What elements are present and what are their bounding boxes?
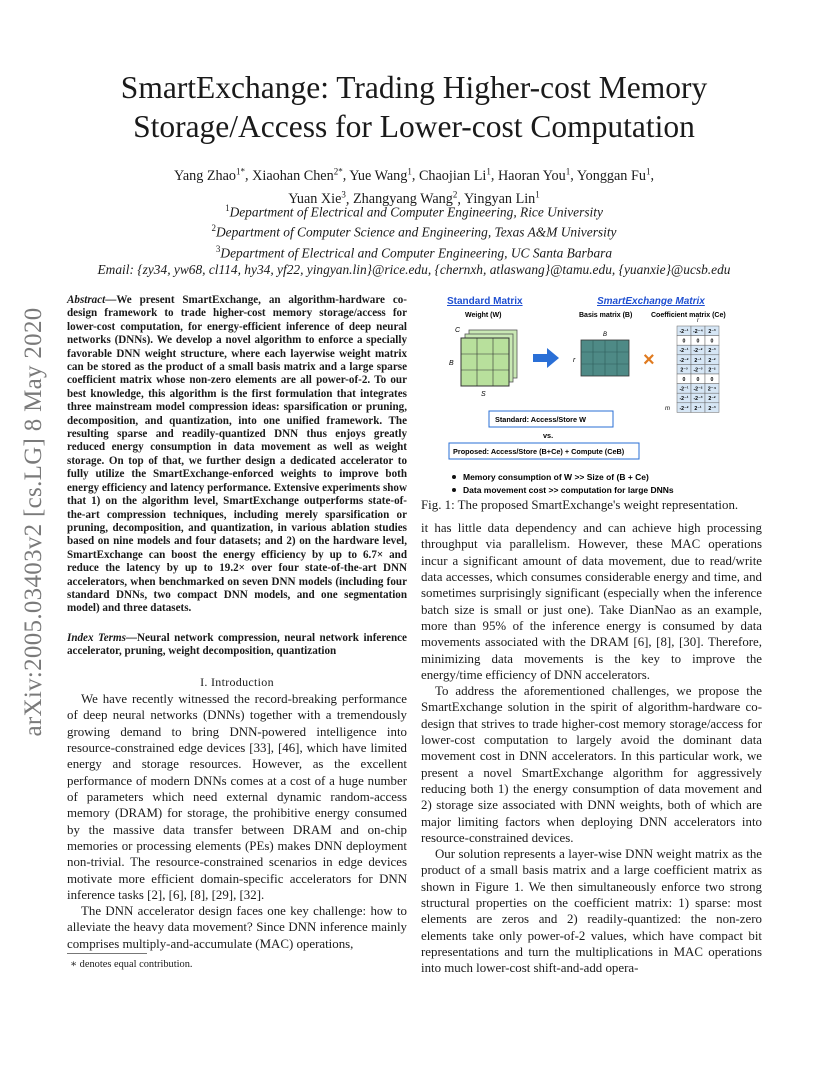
coefficient-value: 2⁻² (708, 396, 716, 403)
coefficient-value: -2⁻³ (693, 396, 703, 403)
dim-r-top: r (697, 318, 699, 324)
arxiv-identifier: arXiv:2005.03403v2 [cs.LG] 8 May 2020 (20, 307, 47, 737)
author-name: Yonggan Fu$^1$ (576, 166, 651, 184)
author-name: Haoran You$^1$ (497, 166, 571, 184)
right-paragraph-3: Our solution represents a layer-wise DNN weight matrix as the product of a small basis matrix and a large coefficient matrix as shown in Figure 1. We then simultaneously enforce two strong structural properties on the coefficient matrix: 1) sparse: most elements are zeros and 2) readily-quantized: the non-zero elements take only power-of-2 values, which have compact bit representations and turn the multiplications in MAC operations into much lower-cost shift-and-add opera- (421, 847, 762, 976)
arrow-icon (533, 348, 559, 368)
intro-paragraph-1: We have recently witnessed the record-breaking performance of deep neural networks (DNNs) together with a tremendously growing demand to bring DNN-powered intelligence into resource-constrained edge devices [33], [46], which have limited energy and storage resources. However, as the excellent performance of modern DNNs comes at a cost of a huge number of parameters which need external dynamic random-access memory (DRAM) for storage, the prohibitive energy consumed by the massive data transfer between DRAM and on-chip memories or processing elements (PEs) makes DNN deployment non-trivial. The resource-constrained scenarios in edge devices motivate more efficient domain-specific accelerators for DNN inference tasks [2], [6], [8], [29], [32]. (67, 692, 407, 903)
coefficient-value: -2⁻¹ (679, 386, 689, 393)
dim-m: m (665, 406, 670, 412)
author-name: Xiaohan Chen$^{2*}$ (252, 166, 343, 184)
dim-r: r (573, 357, 576, 364)
affiliation-line: $^3$Department of Electrical and Computer Engineering, UC Santa Barbara (215, 243, 613, 261)
coefficient-value: 0 (682, 338, 686, 345)
affiliation-line: $^2$Department of Computer Science and Engineering, Texas A&M University (211, 223, 617, 240)
section-heading-introduction: I. Introduction (200, 675, 274, 689)
affiliation-line: $^1$Department of Electrical and Computer Engineering, Rice University (225, 203, 603, 220)
coefficient-value: -2⁻² (679, 405, 689, 412)
dim-c: C (455, 327, 461, 334)
coefficient-value: -2⁻² (679, 357, 689, 364)
coefficient-value: 0 (710, 377, 714, 383)
footnote-divider (67, 953, 147, 954)
right-paragraph-2: To address the aforementioned challenges, we propose the SmartExchange solution in the spirit of algorithm-hardware co-design that strives to trade higher-cost memory storage/access for lower-cost computation to largely avoid the dominant data movement cost in DNN accelerators. In this particular work, we present a novel SmartExchange algorithm for aggressively reducing both 1) the energy consumption of data movement and 2) storage size associated with DNN weights, both of which are major limiting factors when deploying DNN accelerators into resource-constrained devices. (421, 684, 762, 846)
coefficient-value: 0 (696, 338, 700, 345)
standard-box-text: Standard: Access/Store W (495, 415, 586, 424)
coefficient-value: -2⁻¹ (679, 348, 689, 355)
coefficient-value: -2⁻¹ (679, 329, 689, 335)
vs-text: vs. (543, 431, 554, 440)
coefficient-value: 2⁻³ (708, 405, 716, 412)
times-icon: × (643, 349, 655, 371)
basis-matrix (581, 340, 629, 376)
author-list: Yang Zhao$^{1*}$, Xiaohan Chen$^{2*}$, Yue Wang$^1$, Chaojian Li$^1$, Haoran You$^1$, Yonggan Fu$^1$, Yuan Xie$^3$, Zhangyang Wang$^2$, Yingyan Lin$^1$ (174, 166, 654, 208)
abstract: Abstract—We present SmartExchange, an algorithm-hardware co-design framework to trade higher-cost memory storage/access for lower-cost computation, for energy-efficient inference of deep neural networks (DNNs). We develop a novel algorithm to enforce a specially favorable DNN weight structure, where each layerwise weight matrix can be stored as the product of a small basis matrix and a large sparse coefficient matrix whose non-zero elements are all power-of-2. To our best knowledge, this algorithm is the first formulation that integrates three mainstream model compression ideas: sparsification or pruning, decomposition, and quantization, into one unified framework. The resulting sparse and readily-quantized DNN thus enjoys greatly reduced energy consumption in data movement as well as weight storage. On top of that, we further design a dedicated accelerator to fully utilize the SmartExchange-enforced weights to improve both energy efficiency and latency performance. Extensive experiments show that 1) on the algorithm level, SmartExchange outperforms state-of-the-art compression techniques, including merely sparsification or pruning, decomposition, and quantization, in various ablation studies based on nine models and four datasets; and 2) on the hardware level, SmartExchange can boost the energy efficiency by up to 6.7× and reduce the latency by up to 19.2× over four state-of-the-art DNN accelerators, when benchmarked on seven DNN models (including four standard DNNs, two compact DNN models, and one segmentation model) and three datasets. (67, 294, 407, 615)
intro-paragraph-2: The DNN accelerator design faces one key challenge: how to alleviate the heavy data movement? Since DNN inference mainly comprises multiply-and-accumulate (MAC) operations, (67, 904, 407, 951)
dim-b: B (449, 360, 454, 367)
figure-caption: Fig. 1: The proposed SmartExchange's weight representation. (421, 498, 739, 512)
figure-bullet-1: Memory consumption of W >> Size of (B + Ce) (463, 472, 649, 482)
right-paragraph-1: it has little data dependency and can achieve high processing throughput via parallelism. However, these MAC operations incur a significant amount of data movement, due to read/write data accesses, which consumes considerable energy and time, and sometimes surprisingly significant (especially when the inference batch size is small or just one). Take DianNao as an example, more than 95% of the inference energy is consumed by data movements associated with the DRAM [6], [8], [30]. Therefore, minimizing data movements is the key to improve the energy/time efficiency of DNN accelerators. (421, 521, 762, 683)
coefficient-value: 2⁻¹ (694, 405, 702, 412)
coefficient-value: 2⁻¹ (694, 357, 702, 364)
footnote: ∗ denotes equal contribution. (70, 959, 193, 970)
figure-1 (421, 290, 762, 496)
coefficient-value: 2⁻⁴ (707, 386, 717, 393)
coefficient-value: 2⁻³ (708, 329, 716, 335)
proposed-box-text: Proposed: Access/Store (B+Ce) + Compute (CeB) (453, 447, 625, 456)
dim-b-top: B (603, 332, 608, 338)
author-name: Yue Wang$^1$ (349, 166, 412, 184)
coefficient-value: 2⁻³ (708, 348, 716, 355)
coefficient-value: 0 (696, 377, 700, 383)
coefficient-value: -2⁻⁴ (693, 329, 703, 335)
coefficient-value: -2⁻¹ (679, 396, 689, 403)
index-terms: Index Terms—Neural network compression, neural network inference accelerator, pruning, weight decomposition, quantization (67, 632, 407, 658)
author-name: Yingyan Lin$^1$ (463, 189, 540, 208)
coefficient-value: 2⁻² (708, 357, 716, 364)
coefficient-value: -2⁻² (693, 386, 703, 393)
figure-bullet-2: Data movement cost >> computation for large DNNs (463, 485, 674, 495)
affiliations (60, 200, 768, 278)
coefficient-value: 2⁻³ (680, 367, 688, 374)
coeff-label: Coefficient matrix (Ce) (651, 312, 726, 319)
coefficient-value: -2⁻² (693, 348, 703, 355)
coefficient-matrix (677, 326, 719, 412)
author-name: Yang Zhao$^{1*}$ (174, 166, 246, 184)
smartexchange-matrix-title: SmartExchange Matrix (597, 296, 705, 307)
paper-title: SmartExchange: Trading Higher-cost Memory Storage/Access for Lower-cost Computation (120, 70, 708, 144)
coefficient-value: -2⁻³ (693, 367, 703, 374)
author-name: Zhangyang Wang$^2$ (353, 189, 458, 208)
coefficient-value: 0 (682, 377, 686, 383)
author-name: Yuan Xie$^3$ (288, 189, 346, 208)
coefficient-value: 2⁻² (708, 367, 716, 374)
email-line: Email: {zy34, yw68, cl114, hy34, yf22, yingyan.lin}@rice.edu, {chernxh, atlaswang}@tamu.edu, {yuanxie}@ucsb.edu (97, 262, 731, 278)
weight-matrix-stack (461, 330, 517, 386)
basis-label: Basis matrix (B) (579, 312, 633, 319)
standard-matrix-title: Standard Matrix (447, 296, 523, 307)
author-name: Chaojian Li$^1$ (418, 166, 491, 184)
dim-s: S (481, 391, 486, 398)
weight-label: Weight (W) (465, 312, 502, 319)
coefficient-value: 0 (710, 338, 714, 345)
